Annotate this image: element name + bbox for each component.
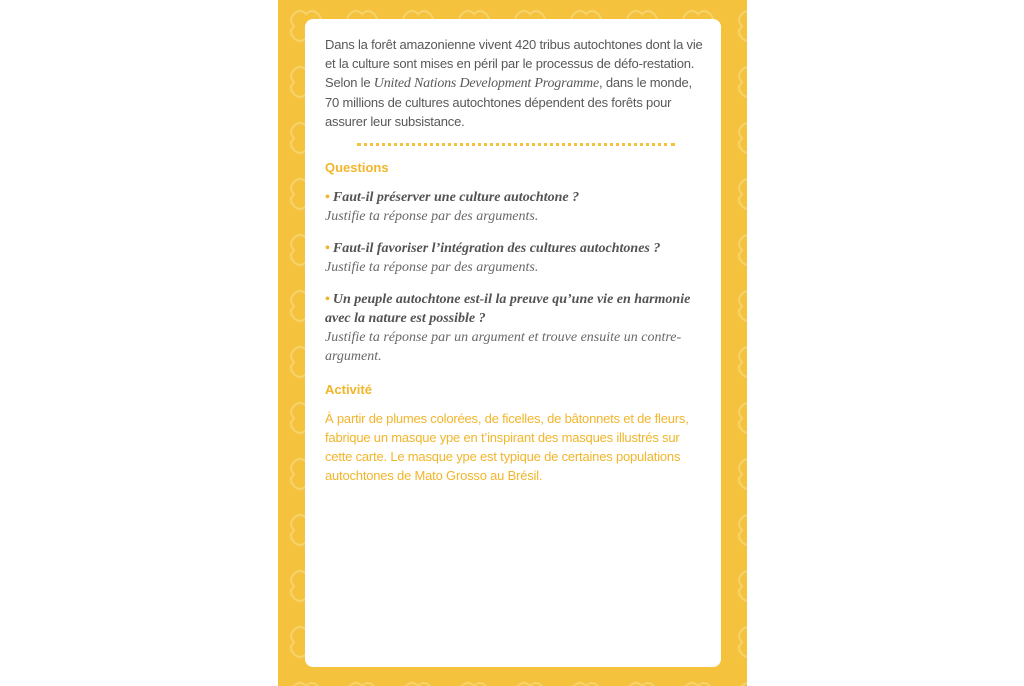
intro-paragraph xyxy=(325,35,707,131)
question-text: Faut-il préserver une culture autochtone ? xyxy=(332,190,580,205)
question-item xyxy=(325,188,707,226)
intro-programme-name: United Nations Development Programme xyxy=(373,76,599,91)
question-item xyxy=(325,239,707,277)
question-title xyxy=(325,290,707,328)
question-item xyxy=(325,290,707,366)
bullet-icon: • xyxy=(325,190,330,205)
question-title xyxy=(325,239,707,258)
dotted-divider xyxy=(357,143,675,146)
activity-text: À partir de plumes colorées, de ficelles, de bâtonnets et de fleurs, fabrique un masque ype en t’inspirant des masques illustrés sur cette carte. Le masque ype est typique de certaines populations autochtones de Mato Grosso au Brésil. xyxy=(325,411,689,483)
question-instruction: Justifie ta réponse par des arguments. xyxy=(325,209,539,224)
card-frame xyxy=(278,0,747,686)
intro-text-end: , dans le monde, 70 millions de cultures autochtones dépendent des forêts pour assurer leur subsistance. xyxy=(325,75,692,129)
bullet-icon: • xyxy=(325,241,330,256)
content-panel xyxy=(305,19,721,667)
question-instruction: Justifie ta réponse par des arguments. xyxy=(325,260,539,275)
question-text: Un peuple autochtone est-il la preuve qu’une vie en harmonie avec la nature est possible ? xyxy=(325,292,691,326)
question-text: Faut-il favoriser l’intégration des cultures autochtones ? xyxy=(332,241,661,256)
activity-heading: Activité xyxy=(325,382,372,397)
question-instruction: Justifie ta réponse par un argument et trouve ensuite un contre-argument. xyxy=(325,330,682,364)
questions-heading: Questions xyxy=(325,160,389,175)
intro-text-start: Dans la forêt amazonienne vivent 420 tribus autochtones dont la vie et la culture sont mises en péril par le processus de défo-restation. Selon le xyxy=(325,37,703,90)
card-content xyxy=(325,35,707,485)
bullet-icon: • xyxy=(325,292,330,307)
question-title xyxy=(325,188,707,207)
